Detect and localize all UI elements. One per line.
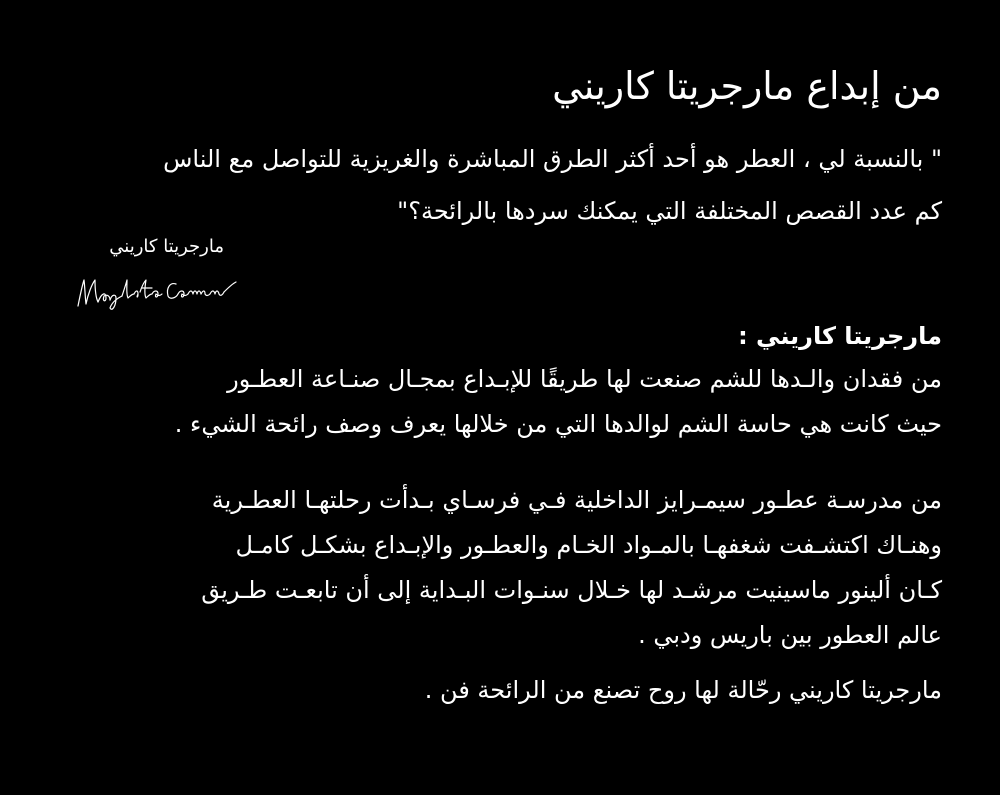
paragraph-line: من مدرسـة عطـور سيمـرايز الداخلية فـي فرسـاي بـدأت رحلتهـا العطـرية	[211, 486, 942, 514]
quote-line: كم عدد القصص المختلفة التي يمكنك سردها بالرائحة؟"	[397, 197, 942, 225]
paragraph-line: حيث كانت هي حاسة الشم لوالدها التي من خلالها يعرف وصف رائحة الشيء .	[174, 410, 942, 438]
quote-line: " بالنسبة لي ، العطر هو أحد أكثر الطرق المباشرة والغريزية للتواصل مع الناس	[163, 145, 942, 173]
paragraph-line: مارجريتا كاريني رحّالة لها روح تصنع من الرائحة فن .	[424, 676, 942, 704]
page-title: من إبداع مارجريتا كاريني	[552, 64, 942, 108]
quote	[62, 133, 942, 237]
paragraph-2	[62, 478, 942, 658]
paragraph-line: وهنـاك اكتشـفت شغفهـا بالمـواد الخـام والعطـور والإبـداع بشكـل كامـل	[235, 531, 942, 559]
paragraph-line: من فقدان والـدها للشم صنعت لها طريقًا للإبـداع بمجـال صنـاعة العطـور	[227, 365, 942, 393]
signer-block	[62, 232, 242, 312]
paragraph-1	[62, 357, 942, 447]
signer-name: مارجريتا كاريني	[109, 236, 224, 257]
paragraph-line: كـان ألينور ماسينيت مرشـد لها خـلال سنـوات البـداية إلى أن تابعـت طـريق	[201, 576, 942, 604]
section-heading: مارجريتا كاريني :	[738, 322, 942, 350]
paragraph-line: عالم العطور بين باريس ودبي .	[638, 621, 942, 649]
paragraph-3	[62, 668, 942, 713]
signature-icon	[72, 266, 242, 312]
